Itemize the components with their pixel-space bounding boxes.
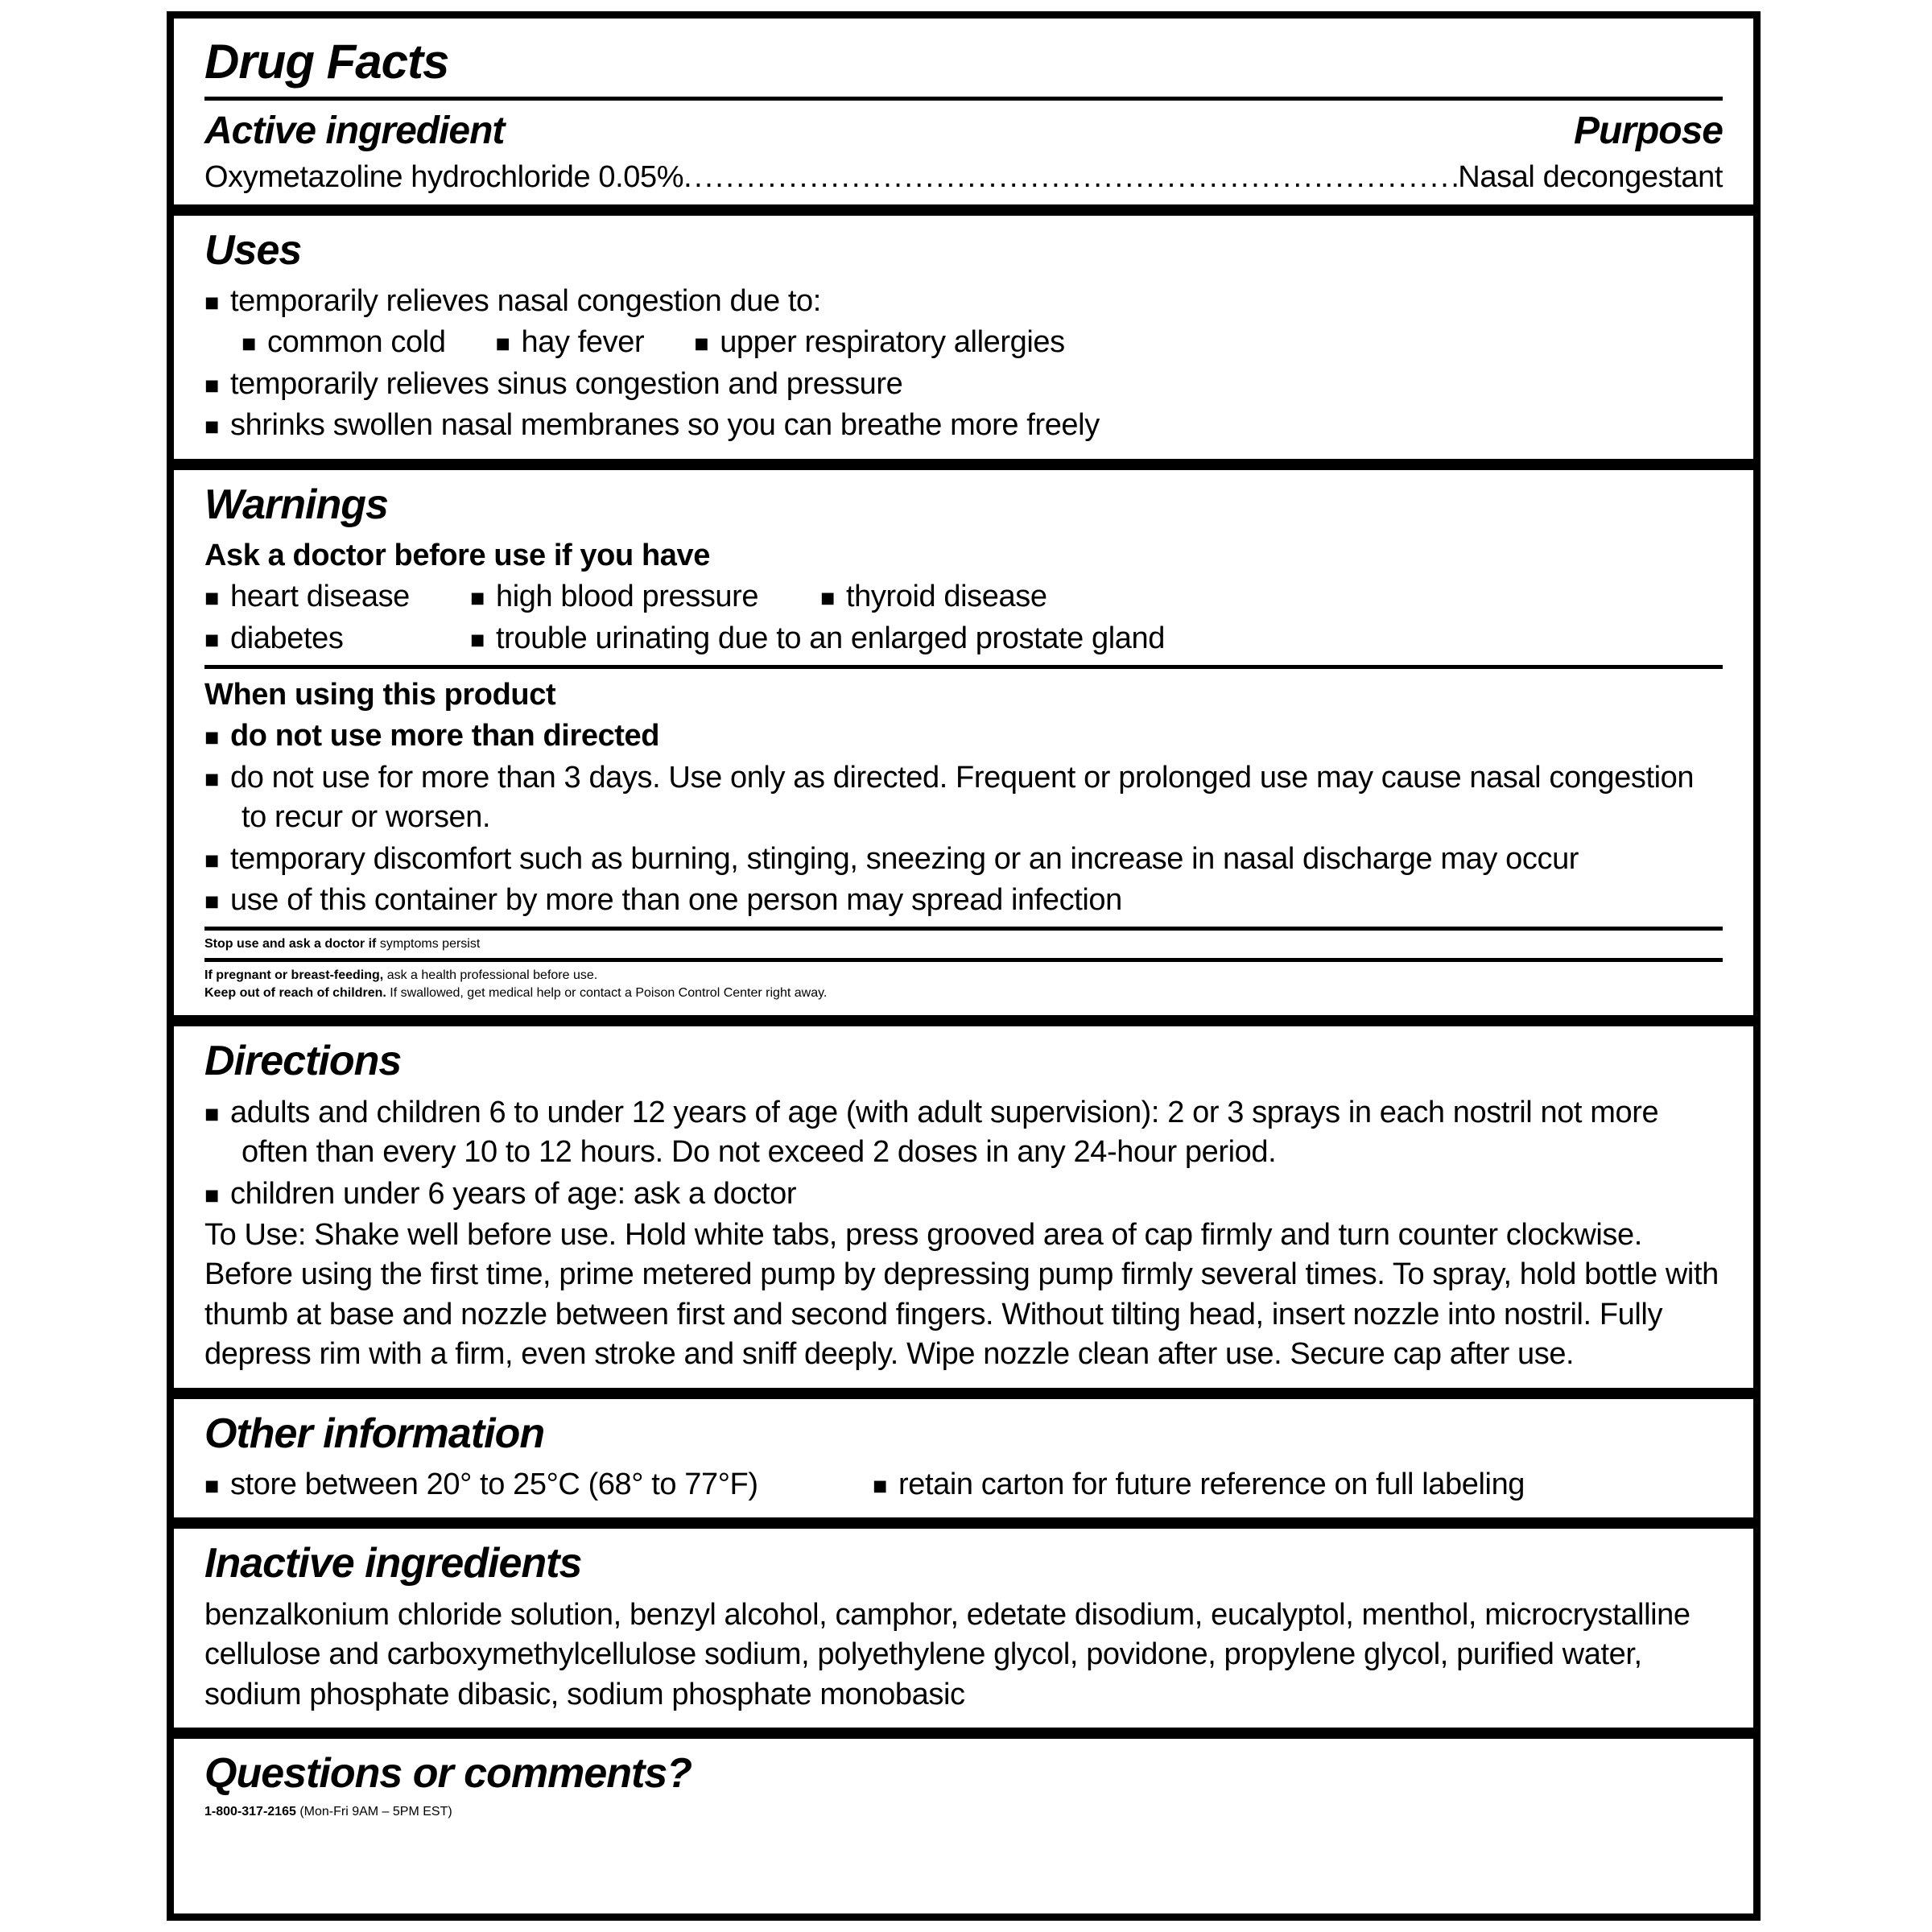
when-using-heading: When using this product <box>204 678 556 712</box>
uses-section <box>174 216 1753 459</box>
other-info-bullet: ■ store between 20° to 25°C (68° to 77°F) <box>204 1465 873 1505</box>
phone-line <box>204 1805 1723 1819</box>
pregnant-text: ask a health professional before use. <box>386 968 598 983</box>
label-title: Drug Facts <box>204 35 449 89</box>
thin-rule <box>204 927 1723 931</box>
dotted-leader <box>683 158 1458 197</box>
stop-use-line <box>204 937 1723 952</box>
other-information-section <box>174 1399 1753 1518</box>
warning-bullet: ■ temporary discomfort such as burning, stinging, sneezing or an increase in nasal discharge may occur <box>204 840 1723 879</box>
section-divider <box>174 459 1753 470</box>
condition-item: ■ thyroid disease <box>820 577 1047 617</box>
uses-bullet: ■ temporarily relieves sinus congestion and pressure <box>204 365 1723 404</box>
stop-use-text: symptoms persist <box>379 937 481 952</box>
questions-section <box>174 1739 1753 1913</box>
warning-bullet: ■ use of this container by more than one person may spread infection <box>204 881 1723 920</box>
warnings-heading: Warnings <box>204 481 388 528</box>
thin-rule <box>204 97 1723 101</box>
questions-heading: Questions or comments? <box>204 1749 691 1797</box>
children-text: If swallowed, get medical help or contact a Poison Control Center right away. <box>390 986 828 1001</box>
uses-bullet: ■ shrinks swollen nasal membranes so you can breathe more freely <box>204 406 1723 445</box>
drug-facts-label <box>167 11 1761 1921</box>
condition-item: ■ diabetes <box>204 619 470 658</box>
directions-bullet: ■ children under 6 years of age: ask a doctor <box>204 1174 1723 1214</box>
active-ingredient-heading: Active ingredient <box>204 109 505 152</box>
section-divider <box>174 204 1753 216</box>
thin-rule <box>204 958 1723 962</box>
other-info-bullet: ■ retain carton for future reference on full labeling <box>873 1465 1525 1505</box>
to-use-paragraph: To Use: Shake well before use. Hold white tabs, press grooved area of cap firmly and turn counter clockwise. Before using the first time, prime metered pump by depressing pump firmly several times. To spray, hold bottle with thumb at base and nozzle between first and second fingers. Without tilting head, insert nozzle into nostril. Fully depress rim with a firm, even stroke and sniff deeply. Wipe nozzle clean after use. Secure cap after use. <box>204 1218 1719 1372</box>
children-bold: Keep out of reach of children. <box>204 986 386 1001</box>
active-ingredient-name: Oxymetazoline hydrochloride 0.05% <box>204 160 684 195</box>
inactive-heading: Inactive ingredients <box>204 1540 582 1587</box>
pregnant-bold: If pregnant or breast-feeding, <box>204 968 384 983</box>
uses-bullet: ■ temporarily relieves nasal congestion due to: <box>204 282 1723 321</box>
section-divider <box>174 1388 1753 1399</box>
inactive-ingredients-section <box>174 1529 1753 1728</box>
uses-sub-bullet: ■ hay fever <box>496 323 645 362</box>
section-divider <box>174 1517 1753 1529</box>
warning-bullet: ■ do not use more than directed <box>204 716 1723 756</box>
other-info-heading: Other information <box>204 1410 545 1457</box>
directions-bullet: ■ adults and children 6 to under 12 years of age (with adult supervision): 2 or 3 sprays in each nostril not more often than every 10 to 12 hours. Do not exceed 2 doses in any 24-hour period. <box>204 1093 1723 1173</box>
stop-use-bold: Stop use and ask a doctor if <box>204 937 377 952</box>
purpose-heading: Purpose <box>1573 109 1723 152</box>
ask-doctor-heading: Ask a doctor before use if you have <box>204 538 710 572</box>
thin-rule <box>204 665 1723 669</box>
phone-hours: (Mon-Fri 9AM – 5PM EST) <box>299 1805 452 1819</box>
section-divider <box>174 1728 1753 1739</box>
condition-item: ■ heart disease <box>204 577 470 617</box>
condition-item: ■ trouble urinating due to an enlarged prostate gland <box>470 619 1165 658</box>
uses-heading: Uses <box>204 226 302 274</box>
phone-number: 1-800-317-2165 <box>204 1805 296 1819</box>
condition-item: ■ high blood pressure <box>470 577 820 617</box>
purpose-value: Nasal decongestant <box>1458 160 1723 195</box>
directions-section <box>174 1026 1753 1387</box>
header-section <box>174 19 1753 204</box>
warning-bullet: ■ do not use for more than 3 days. Use only as directed. Frequent or prolonged use may cause nasal congestion to recur or worsen. <box>204 758 1723 838</box>
directions-heading: Directions <box>204 1038 402 1085</box>
warnings-section <box>174 470 1753 1016</box>
pregnant-line <box>204 968 1723 983</box>
children-line <box>204 986 1723 1001</box>
uses-sub-bullet: ■ common cold <box>242 323 446 362</box>
section-divider <box>174 1015 1753 1026</box>
uses-sub-bullet: ■ upper respiratory allergies <box>694 323 1065 362</box>
inactive-text: benzalkonium chloride solution, benzyl alcohol, camphor, edetate disodium, eucalyptol, menthol, microcrystalline cellulose and carboxymethylcellulose sodium, polyethylene glycol, povidone, propylene glycol, purified water, sodium phosphate dibasic, sodium phosphate monobasic <box>204 1597 1690 1711</box>
